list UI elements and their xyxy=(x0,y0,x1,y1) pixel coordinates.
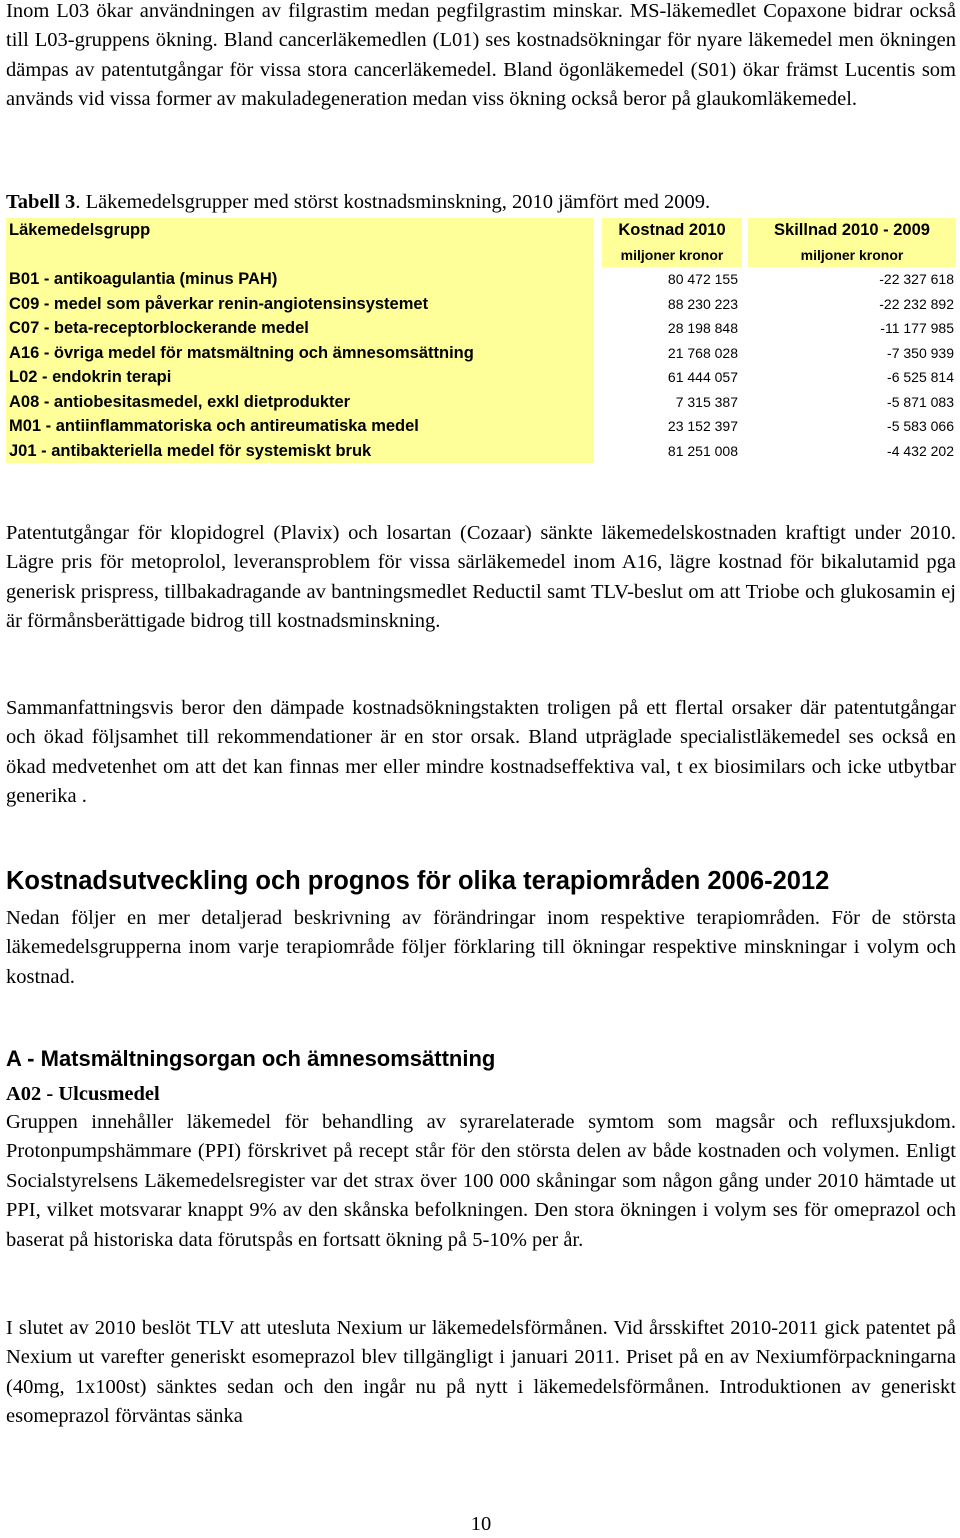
column-header-diff: Skillnad 2010 - 2009 xyxy=(748,218,956,243)
row-diff: -22 327 618 xyxy=(879,271,954,287)
cost-reduction-table xyxy=(6,218,956,463)
row-group: A08 - antiobesitasmedel, exkl dietprodukter xyxy=(6,390,594,415)
table-row xyxy=(6,316,956,341)
table-header-row xyxy=(6,218,956,243)
summary-paragraph: Sammanfattningsvis beror den dämpade kostnadsökningstakten troligen på ett flertal orsaker där patentutgångar och ökad följsamhet till rekommendationer är en stor orsak. Bland utpräglade specialistläkemedel ses också en ökad medvetenhet om att det kan finnas mer eller mindre kostnadseffektiva val, t ex biosimilars och icke utbytbar generika . xyxy=(6,697,956,808)
row-cost: 81 251 008 xyxy=(667,442,738,459)
row-cost: 80 472 155 xyxy=(667,271,738,287)
unit-group xyxy=(6,243,594,268)
page-number: 10 xyxy=(470,1513,492,1535)
a02-paragraph: Gruppen innehåller läkemedel för behandling av syrarelaterade symtom som magsår och refluxsjukdom. Protonpumpshämmare (PPI) förskrivet på recept står för den största delen av både kostnaden och volymen. Enligt Socialstyrelsens Läkemedelsregister var det strax över 100 000 skåningar som någon gång under 2010 hämtade ut PPI, vilket motsvarar knappt 9% av den skånska befolkningen. Den stora ökningen i volym ses för omeprazol och baserat på historiska data förutspås en fortsatt ökning på 5-10% per år. xyxy=(6,1111,956,1251)
intro-paragraph: Inom L03 ökar användningen av filgrastim medan pegfilgrastim minskar. MS-läkemedlet Copaxone bidrar också till L03-gruppens ökning. Bland cancerläkemedlen (L01) ses kostnadsökningar för nyare läkemedel men ökningen dämpas av patentutgångar för vissa stora cancerläkemedel. Bland ögonläkemedel (S01) ökar främst Lucentis som används vid vissa former av makuladegeneration medan viss ökning också beror på glaukomläkemedel. xyxy=(6,0,956,111)
table-row xyxy=(6,267,956,292)
row-cost: 61 444 057 xyxy=(667,369,738,385)
table-row xyxy=(6,292,956,317)
table-row xyxy=(6,439,956,464)
column-header-cost: Kostnad 2010 xyxy=(602,218,742,243)
row-group: B01 - antikoagulantia (minus PAH) xyxy=(6,267,594,292)
row-cost: 23 152 397 xyxy=(667,418,738,434)
unit-cost: miljoner kronor xyxy=(602,243,742,268)
row-diff: -11 177 985 xyxy=(880,320,954,336)
table-caption xyxy=(6,188,956,217)
section-heading: Kostnadsutveckling och prognos för olika terapiområden 2006-2012 xyxy=(6,867,830,895)
row-cost: 7 315 387 xyxy=(675,393,738,410)
row-diff: -5 871 083 xyxy=(887,393,954,410)
subsection-heading: A - Matsmältningsorgan och ämnesomsättning xyxy=(6,1046,496,1071)
column-header-group: Läkemedelsgrupp xyxy=(6,218,594,243)
row-group: J01 - antibakteriella medel för systemiskt bruk xyxy=(6,439,594,464)
section-intro-paragraph: Nedan följer en mer detaljerad beskrivning av förändringar inom respektive terapiområden. För de största läkemedelsgrupperna inom varje terapiområde följer förklaring till ökningar respektive minskningar i volym och kostnad. xyxy=(6,907,956,988)
row-diff: -4 432 202 xyxy=(887,442,954,459)
table-caption-text: . Läkemedelsgrupper med störst kostnadsminskning, 2010 jämfört med 2009. xyxy=(75,191,711,213)
row-diff: -7 350 939 xyxy=(887,344,954,361)
table-unit-row xyxy=(6,243,956,268)
row-cost: 21 768 028 xyxy=(667,344,738,361)
group-heading: A02 - Ulcusmedel xyxy=(6,1083,160,1105)
row-diff: -22 232 892 xyxy=(879,295,954,312)
table-caption-label: Tabell 3 xyxy=(6,191,76,213)
row-group: L02 - endokrin terapi xyxy=(6,365,594,390)
table-row xyxy=(6,390,956,415)
patent-expiry-paragraph: Patentutgångar för klopidogrel (Plavix) och losartan (Cozaar) sänkte läkemedelskostnaden kraftigt under 2010. Lägre pris för metoprolol, leveransproblem för vissa särläkemedel inom A16, lägre kostnad för bikalutamid pga generisk prispress, tillbakadragande av bantningsmedlet Reductil samt TLV-beslut om att Triobe och glukosamin ej är förmånsberättigade bidrog till kostnadsminskning. xyxy=(6,522,956,633)
tlv-decision-paragraph: I slutet av 2010 beslöt TLV att utesluta Nexium ur läkemedelsförmånen. Vid årsskiftet 2010-2011 gick patentet på Nexium ut varefter generiskt esomeprazol blev tillgängligt i januari 2011. Priset på en av Nexiumförpackningarna (40mg, 1x100st) sänktes sedan och den ingår nu på nytt i läkemedelsförmånen. Introduktionen av generiskt esomeprazol förväntas sänka xyxy=(6,1317,956,1428)
table-row xyxy=(6,414,956,439)
row-group: M01 - antiinflammatoriska och antireumatiska medel xyxy=(6,414,594,439)
row-cost: 88 230 223 xyxy=(667,295,738,312)
row-diff: -5 583 066 xyxy=(887,418,954,434)
table-row xyxy=(6,341,956,366)
unit-diff: miljoner kronor xyxy=(748,243,956,268)
row-cost: 28 198 848 xyxy=(667,320,738,336)
table-row xyxy=(6,365,956,390)
row-group: C07 - beta-receptorblockerande medel xyxy=(6,316,594,341)
row-group: C09 - medel som påverkar renin-angiotensinsystemet xyxy=(6,292,594,317)
row-diff: -6 525 814 xyxy=(887,369,954,385)
row-group: A16 - övriga medel för matsmältning och ämnesomsättning xyxy=(6,341,594,366)
